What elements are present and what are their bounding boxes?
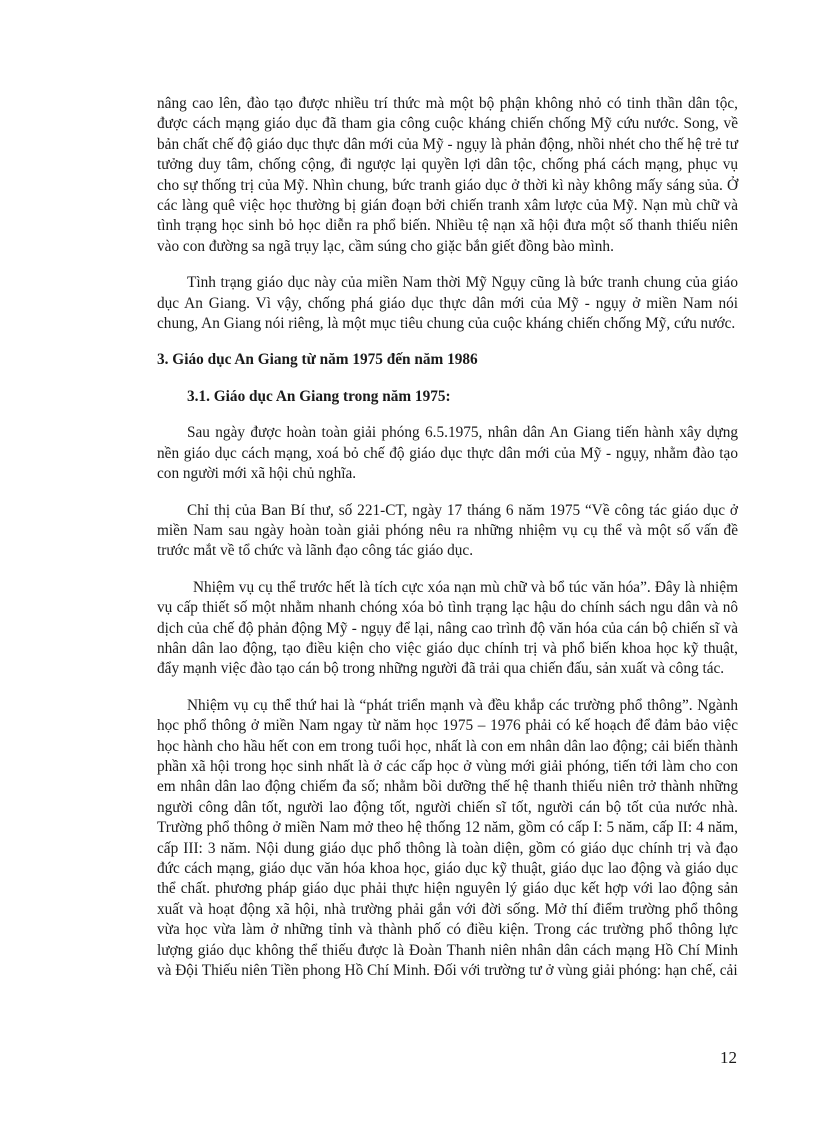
- page-number: 12: [720, 1048, 737, 1067]
- paragraph-3: Sau ngày được hoàn toàn giải phóng 6.5.1975, nhân dân An Giang tiến hành xây dựng nền giáo dục cách mạng, xoá bỏ chế độ giáo dục thực dân mới của Mỹ - ngụy, nhằm đào tạo con người mới xã hội chủ nghĩa.: [157, 424, 738, 483]
- paragraph-5: Nhiệm vụ cụ thể trước hết là tích cực xóa nạn mù chữ và bổ túc văn hóa”. Đây là nhiệm vụ cấp thiết số một nhằm nhanh chóng xóa bỏ tình trạng lạc hậu do chính sách ngu dân và nô dịch của chế độ phản động Mỹ - ngụy để lại, nâng cao trình độ văn hóa của cán bộ chiến sĩ và nhân dân lao động, tạo điều kiện cho việc giáo dục chính trị và phổ biến khoa học kỹ thuật, đẩy mạnh việc đào tạo cán bộ trong những người đã trải qua chiến đấu, sản xuất và công tác.: [157, 578, 738, 678]
- subsection-heading: 3.1. Giáo dục An Giang trong năm 1975:: [187, 387, 451, 405]
- paragraph-6: Nhiệm vụ cụ thể thứ hai là “phát triển mạnh và đều khắp các trường phổ thông”. Ngành học phổ thông ở miền Nam ngay từ năm học 1975 – 1976 phải có kế hoạch để đảm bảo việc học hành cho hầu hết con em trong tuổi học, nhất là con em nhân dân lao động; cải biến thành phần xã hội trong học sinh nhất là ở các cấp học ở vùng mới giải phóng, tiến tới làm cho con em nhân dân lao động chiếm đa số; nhằm bồi dưỡng thế hệ thanh thiếu niên trở thành những người công dân tốt, người lao động tốt, người chiến sĩ tốt, người cán bộ tốt của nước nhà. Trường phổ thông ở miền Nam mở theo hệ thống 12 năm, gồm có cấp I: 5 năm, cấp II: 4 năm, cấp III: 3 năm. Nội dung giáo dục phổ thông là toàn diện, gồm có giáo dục chính trị và đạo đức cách mạng, giáo dục văn hóa khoa học, giáo dục kỹ thuật, giáo dục lao động và giáo dục thể chất. phương pháp giáo dục phải thực hiện nguyên lý giáo dục kết hợp với lao động sản xuất và hoạt động xã hội, nhà trường phải gắn với đời sống. Mở thí điểm trường phổ thông vừa học vừa làm ở những tỉnh và thành phố có điều kiện. Trong các trường phổ thông lực lượng giáo dục không thể thiếu được là Đoàn Thanh niên nhân dân cách mạng Hồ Chí Minh và Đội Thiếu niên Tiền phong Hồ Chí Minh. Đối với trường tư ở vùng giải phóng: hạn chế, cải: [157, 696, 738, 980]
- paragraph-2: Tình trạng giáo dục này của miền Nam thời Mỹ Ngụy cũng là bức tranh chung của giáo dục An Giang. Vì vậy, chống phá giáo dục thực dân mới của Mỹ - ngụy ở miền Nam nói chung, An Giang nói riêng, là một mục tiêu chung của cuộc kháng chiến chống Mỹ, cứu nước.: [157, 274, 738, 333]
- paragraph-4: Chỉ thị của Ban Bí thư, số 221-CT, ngày 17 tháng 6 năm 1975 “Về công tác giáo dục ở miền Nam sau ngày hoàn toàn giải phóng nêu ra những nhiệm vụ cụ thể và một số vấn đề trước mắt về tổ chức và lãnh đạo công tác giáo dục.: [157, 501, 738, 560]
- section-heading: 3. Giáo dục An Giang từ năm 1975 đến năm 1986: [157, 351, 478, 369]
- document-page: [157, 94, 738, 997]
- paragraph-1: nâng cao lên, đào tạo được nhiều trí thức mà một bộ phận không nhỏ có tinh thần dân tộc, được cách mạng giáo dục đã tham gia công cuộc kháng chiến chống Mỹ cứu nước. Song, về bản chất chế độ giáo dục thực dân mới của Mỹ - ngụy là phản động, nhồi nhét cho thế hệ trẻ tư tưởng duy tâm, chống cộng, đi ngược lại quyền lợi dân tộc, chống phá cách mạng, phục vụ cho sự thống trị của Mỹ. Nhìn chung, bức tranh giáo dục ở thời kì này không mấy sáng sủa. Ở các làng quê việc học thường bị gián đoạn bởi chiến tranh xâm lược của Mỹ. Nạn mù chữ và tình trạng học sinh bỏ học diễn ra phổ biến. Nhiều tệ nạn xã hội đưa một số thanh thiếu niên vào con đường sa ngã trụy lạc, cầm súng cho giặc bắn giết đồng bào mình.: [157, 95, 738, 255]
